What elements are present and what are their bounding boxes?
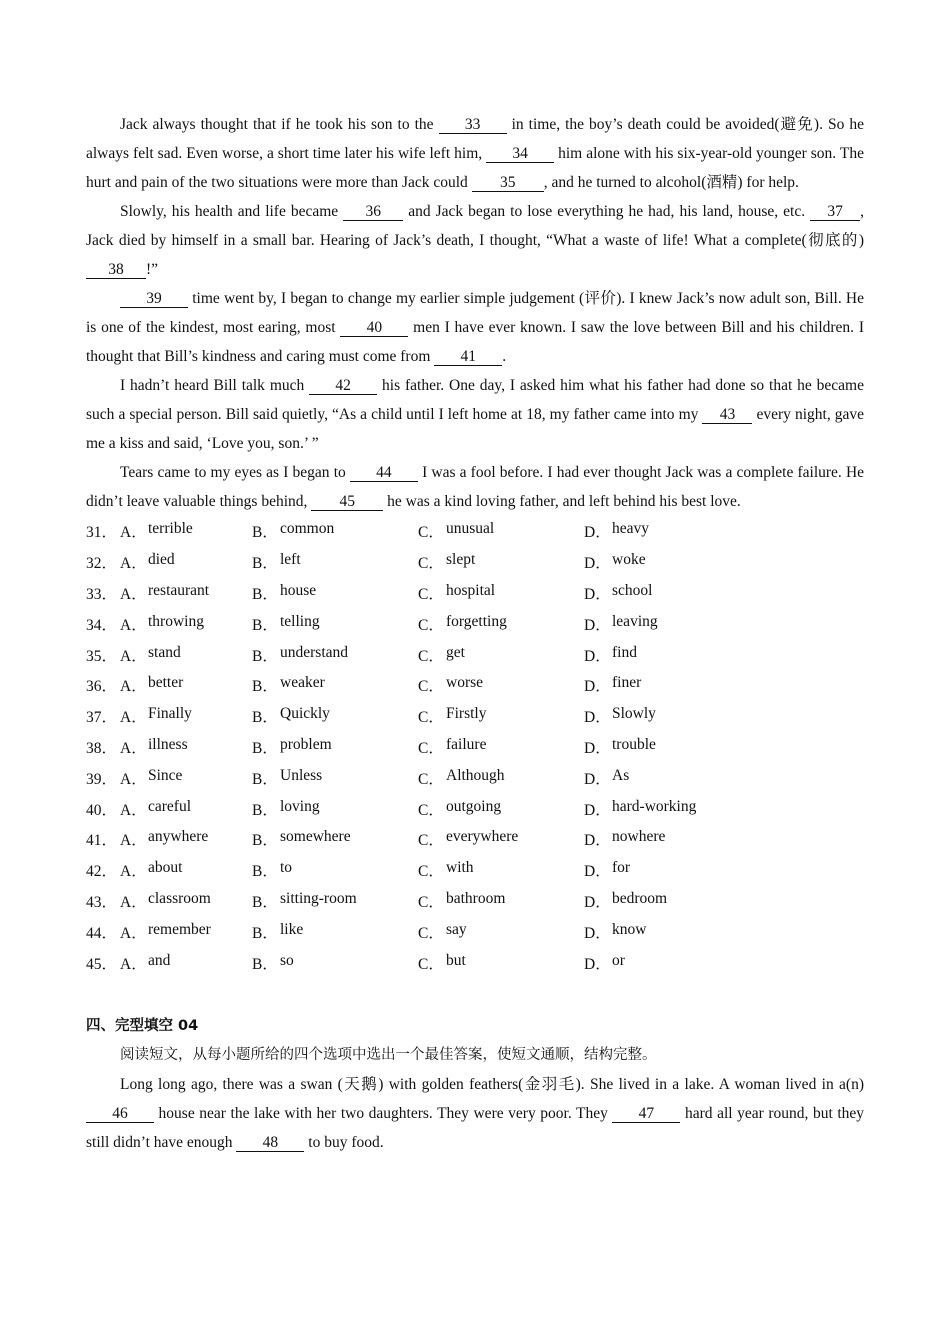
option-text: woke [612,551,646,569]
passage-paragraph-3: 39 time went by, I began to change my earlier simple judgement (评价). I knew Jack’s now adult son, Bill. He is one of the kindest, most earing, most 40 men I have ever known. I saw the love between Bill and his children. I thought that Bill’s kindness and caring must come from 41 . [86,290,864,365]
option-text: so [280,951,294,969]
answer-options-list [86,516,864,978]
question-row [86,547,864,578]
question-number: 41． [86,832,118,850]
option-b[interactable] [252,551,418,573]
question-row [86,639,864,670]
option-text: loving [280,797,320,815]
option-a[interactable] [120,736,252,758]
option-letter: C． [418,524,444,542]
option-letter: B． [252,678,278,696]
option-text: nowhere [612,828,666,846]
option-letter: A． [120,709,147,727]
question-row [86,855,864,886]
question-number: 37． [86,709,118,727]
option-d[interactable] [584,952,764,974]
option-letter: C． [418,832,444,850]
option-c[interactable] [418,613,584,635]
option-c[interactable] [418,828,584,850]
option-b[interactable] [252,890,418,912]
option-text: bathroom [446,889,506,907]
option-letter: B． [252,955,278,973]
option-text: telling [280,612,320,630]
option-b[interactable] [252,520,418,542]
question-number: 32． [86,555,118,573]
option-c[interactable] [418,952,584,974]
option-text: slept [446,551,476,569]
blank-33: 33 [439,117,507,134]
option-c[interactable] [418,798,584,820]
question-number: 38． [86,739,118,757]
option-b[interactable] [252,828,418,850]
option-letter: A． [120,832,147,850]
option-text: say [446,920,467,938]
option-d[interactable] [584,921,764,943]
option-letter: C． [418,555,444,573]
question-number: 31． [86,524,118,542]
option-letter: B． [252,739,278,757]
option-text: Finally [148,705,192,723]
option-letter: C． [418,863,444,881]
option-text: remember [148,920,211,938]
option-letter: C． [418,801,444,819]
blank-37: 37 [810,204,860,221]
option-letter: B． [252,555,278,573]
option-letter: B． [252,709,278,727]
option-letter: D． [584,709,611,727]
option-letter: D． [584,555,611,573]
question-number: 42． [86,863,118,881]
question-row [86,916,864,947]
option-text: understand [280,643,349,661]
option-letter: D． [584,955,611,973]
option-a[interactable] [120,674,252,696]
question-number: 39． [86,770,118,788]
question-row [86,947,864,978]
option-text: to [280,859,293,877]
passage-paragraph-5: Tears came to my eyes as I began to 44 I was a fool before. I had ever thought Jack was a complete failure. He didn’t leave valuable things behind, 45 he was a kind loving father, and left behind his best love. [86,464,865,510]
option-text: for [612,859,631,877]
option-letter: C． [418,647,444,665]
option-letter: A． [120,616,147,634]
option-d[interactable] [584,674,764,696]
option-text: heavy [612,520,650,538]
option-a[interactable] [120,644,252,666]
option-a[interactable] [120,613,252,635]
question-row [86,608,864,639]
question-row [86,762,864,793]
question-number: 35． [86,647,118,665]
blank-46: 46 [86,1106,154,1123]
option-text: throwing [148,612,204,630]
option-a[interactable] [120,767,252,789]
question-row [86,886,864,917]
option-a[interactable] [120,828,252,850]
option-letter: D． [584,616,611,634]
option-letter: D． [584,924,611,942]
option-b[interactable] [252,952,418,974]
option-d[interactable] [584,890,764,912]
option-a[interactable] [120,705,252,727]
question-row [86,516,864,547]
question-number: 40． [86,801,118,819]
option-b[interactable] [252,736,418,758]
option-text: find [612,643,637,661]
option-text: sitting-room [280,889,357,907]
option-text: careful [148,797,192,815]
option-letter: B． [252,832,278,850]
option-c[interactable] [418,551,584,573]
option-letter: B． [252,585,278,603]
option-c[interactable] [418,890,584,912]
option-letter: D． [584,647,611,665]
blank-36: 36 [343,204,403,221]
document-page [86,110,864,1157]
option-c[interactable] [418,705,584,727]
option-text: Quickly [280,705,330,723]
question-row [86,670,864,701]
option-text: unusual [446,520,495,538]
question-number: 36． [86,678,118,696]
option-text: weaker [280,674,325,692]
option-c[interactable] [418,520,584,542]
option-letter: B． [252,616,278,634]
option-d[interactable] [584,736,764,758]
option-letter: C． [418,739,444,757]
option-letter: A． [120,524,147,542]
option-d[interactable] [584,705,764,727]
option-text: Since [148,766,183,784]
option-text: hospital [446,581,496,599]
question-number: 43． [86,893,118,911]
option-text: worse [446,674,484,692]
option-letter: A． [120,678,147,696]
option-text: illness [148,735,188,753]
option-letter: A． [120,924,147,942]
option-text: and [148,951,171,969]
blank-48: 48 [236,1135,304,1152]
blank-40: 40 [340,320,408,337]
option-text: Firstly [446,705,487,723]
option-letter: A． [120,893,147,911]
option-text: As [612,766,630,784]
option-c[interactable] [418,736,584,758]
option-d[interactable] [584,551,764,573]
blank-35: 35 [472,175,544,192]
option-text: trouble [612,735,656,753]
option-letter: C． [418,616,444,634]
option-d[interactable] [584,798,764,820]
option-letter: C． [418,924,444,942]
option-letter: A． [120,555,147,573]
option-d[interactable] [584,859,764,881]
option-b[interactable] [252,798,418,820]
blank-45: 45 [311,494,383,511]
option-text: Although [446,766,505,784]
option-text: Unless [280,766,323,784]
option-text: Slowly [612,705,656,723]
blank-44: 44 [350,465,418,482]
option-a[interactable] [120,952,252,974]
option-c[interactable] [418,582,584,604]
option-letter: A． [120,647,147,665]
option-text: leaving [612,612,658,630]
option-letter: C． [418,709,444,727]
option-text: better [148,674,184,692]
option-d[interactable] [584,520,764,542]
option-text: failure [446,735,487,753]
option-text: anywhere [148,828,209,846]
option-text: school [612,581,653,599]
option-b[interactable] [252,674,418,696]
option-text: get [446,643,465,661]
option-letter: A． [120,585,147,603]
option-letter: C． [418,585,444,603]
section-instruction: 阅读短文，从每小题所给的四个选项中选出一个最佳答案，使短文通顺，结构完整。 [120,1046,657,1063]
option-a[interactable] [120,890,252,912]
option-letter: D． [584,739,611,757]
blank-41: 41 [434,349,502,366]
option-letter: B． [252,770,278,788]
passage-paragraph-2: Slowly, his health and life became 36 and Jack began to lose everything he had, his land, house, etc. 37 , Jack died by himself in a small bar. Hearing of Jack’s death, I thought, “What a waste of life! What a complete(彻底的) 38 !” [86,203,864,278]
question-row [86,824,864,855]
option-c[interactable] [418,859,584,881]
question-row [86,578,864,609]
option-a[interactable] [120,798,252,820]
blank-43: 43 [702,407,752,424]
passage-paragraph-6: Long long ago, there was a swan (天鹅) with golden feathers(金羽毛). She lived in a lake. A woman lived in a(n) 46 house near the lake with her two daughters. They were very poor. They 47 hard all year round, but they still didn’t have enough 48 to buy food. [86,1075,865,1151]
option-letter: D． [584,585,611,603]
option-text: finer [612,674,642,692]
option-letter: C． [418,770,444,788]
option-b[interactable] [252,921,418,943]
option-letter: B． [252,863,278,881]
option-a[interactable] [120,520,252,542]
option-letter: D． [584,832,611,850]
option-text: somewhere [280,828,351,846]
option-letter: B． [252,924,278,942]
blank-42: 42 [309,378,377,395]
passage-paragraph-4: I hadn’t heard Bill talk much 42 his father. One day, I asked him what his father had done so that he became such a special person. Bill said quietly, “As a child until I left home at 18, my father came into my 43 every night, gave me a kiss and said, ‘Love you, son.’ ” [86,377,864,452]
option-c[interactable] [418,767,584,789]
option-text: like [280,920,304,938]
option-text: terrible [148,520,193,538]
option-text: hard-working [612,797,697,815]
option-letter: B． [252,524,278,542]
option-letter: A． [120,739,147,757]
option-b[interactable] [252,644,418,666]
option-text: common [280,520,335,538]
option-d[interactable] [584,644,764,666]
option-text: about [148,859,183,877]
question-row [86,793,864,824]
option-d[interactable] [584,828,764,850]
question-row [86,732,864,763]
option-letter: C． [418,955,444,973]
option-text: forgetting [446,612,507,630]
question-number: 44． [86,924,118,942]
option-text: house [280,581,317,599]
option-letter: B． [252,647,278,665]
question-number: 33． [86,585,118,603]
option-b[interactable] [252,767,418,789]
option-text: restaurant [148,581,210,599]
option-letter: D． [584,770,611,788]
option-letter: C． [418,893,444,911]
option-text: or [612,951,625,969]
option-text: with [446,859,474,877]
option-a[interactable] [120,921,252,943]
option-letter: A． [120,955,147,973]
option-text: everywhere [446,828,519,846]
blank-47: 47 [612,1106,680,1123]
option-b[interactable] [252,859,418,881]
section-title: 四、完型填空 04 [86,1017,199,1034]
option-letter: D． [584,678,611,696]
option-a[interactable] [120,859,252,881]
option-letter: D． [584,863,611,881]
option-text: classroom [148,889,211,907]
option-letter: A． [120,863,147,881]
blank-38: 38 [86,262,146,279]
option-a[interactable] [120,551,252,573]
option-letter: B． [252,893,278,911]
question-row [86,701,864,732]
option-letter: B． [252,801,278,819]
option-letter: A． [120,801,147,819]
option-text: but [446,951,466,969]
option-c[interactable] [418,674,584,696]
option-a[interactable] [120,582,252,604]
option-b[interactable] [252,613,418,635]
option-text: know [612,920,647,938]
option-letter: D． [584,524,611,542]
option-letter: C． [418,678,444,696]
option-text: bedroom [612,889,668,907]
option-text: died [148,551,175,569]
blank-34: 34 [486,146,554,163]
option-letter: D． [584,893,611,911]
option-letter: A． [120,770,147,788]
option-text: problem [280,735,332,753]
option-d[interactable] [584,767,764,789]
passage-paragraph-1: Jack always thought that if he took his son to the 33 in time, the boy’s death could be avoided(避免). So he always felt sad. Even worse, a short time later his wife left him, 34 him alone with his six-year-old younger son. The hurt and pain of the two situations were more than Jack could 35 , and he turned to alcohol(酒精) for help. [86,116,864,191]
option-b[interactable] [252,582,418,604]
option-b[interactable] [252,705,418,727]
option-c[interactable] [418,644,584,666]
option-text: outgoing [446,797,502,815]
option-text: stand [148,643,181,661]
option-d[interactable] [584,613,764,635]
option-c[interactable] [418,921,584,943]
option-letter: D． [584,801,611,819]
option-d[interactable] [584,582,764,604]
option-text: left [280,551,301,569]
question-number: 34． [86,616,118,634]
question-number: 45． [86,955,118,973]
blank-39: 39 [120,291,188,308]
